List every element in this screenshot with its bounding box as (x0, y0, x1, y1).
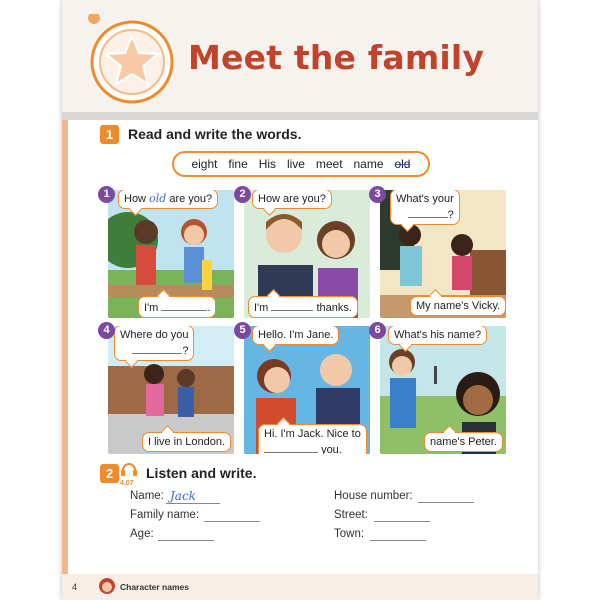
speech-bubble: How are you? (252, 190, 332, 209)
comic-panel-3 (380, 190, 506, 318)
speech-bubble: How old are you? (118, 190, 218, 209)
panel-number: 2 (234, 186, 251, 203)
answer-line-age[interactable] (158, 540, 214, 541)
character-face-icon (98, 577, 116, 595)
word-bank-item: live (286, 157, 305, 171)
word-bank-item: fine (228, 157, 248, 171)
section-number: 2 (100, 464, 119, 483)
footer-label: Character names (120, 582, 189, 592)
field-label-name: Name: (130, 490, 164, 502)
workbook-page (62, 0, 538, 600)
field-label-family-name: Family name: (130, 509, 200, 521)
answer-line-town[interactable] (370, 540, 426, 541)
page-edge-strip (62, 120, 68, 600)
word-bank-item: eight (191, 157, 218, 171)
page-title: Meet the family (188, 38, 485, 77)
star-badge-icon (84, 14, 176, 106)
field-label-age: Age: (130, 528, 154, 540)
word-bank (172, 151, 430, 177)
answer-blank[interactable] (271, 299, 313, 311)
panel-number: 5 (234, 322, 251, 339)
answer-line-street[interactable] (374, 521, 430, 522)
speech-bubble: I'm . (138, 296, 216, 318)
comic-panel-1 (108, 190, 234, 318)
section-title: Listen and write. (146, 465, 257, 481)
comic-panel-4 (108, 326, 234, 454)
audio-track-number: 4.07 (120, 480, 134, 487)
speech-bubble: What's his name? (388, 326, 487, 345)
audio-track[interactable] (120, 462, 138, 486)
speech-bubble: I'm thanks. (248, 296, 358, 318)
comic-panel-6 (380, 326, 506, 454)
speech-bubble: Hi. I'm Jack. Nice to you. (258, 424, 367, 454)
comic-panel-2 (244, 190, 370, 318)
section-number: 1 (100, 125, 119, 144)
panel-number: 3 (369, 186, 386, 203)
answer-blank[interactable] (264, 441, 318, 453)
speech-bubble: Hello. I'm Jane. (252, 326, 339, 345)
speech-bubble: I live in London. (142, 432, 231, 452)
answer-line-house-number[interactable] (418, 502, 474, 503)
answer-line-family-name[interactable] (204, 521, 260, 522)
section-title: Read and write the words. (128, 126, 302, 142)
comic-panel-5 (244, 326, 370, 454)
handwritten-answer: old (149, 192, 167, 205)
panel-number: 1 (98, 186, 115, 203)
word-bank-item: His (258, 157, 277, 171)
header-divider (62, 112, 538, 120)
speech-bubble: What's your ? (390, 190, 460, 225)
panel-number: 4 (98, 322, 115, 339)
word-bank-item-used: old (394, 157, 411, 171)
answer-line-name[interactable] (166, 503, 220, 504)
answer-blank[interactable] (408, 206, 448, 218)
word-bank-item: meet (315, 157, 343, 171)
answer-blank[interactable] (132, 342, 182, 354)
field-label-street: Street: (334, 509, 368, 521)
field-label-house-number: House number: (334, 490, 413, 502)
page-number: 4 (72, 582, 78, 592)
speech-bubble: My name's Vicky. (410, 296, 506, 316)
answer-blank[interactable] (161, 299, 207, 311)
field-label-town: Town: (334, 528, 365, 540)
word-bank-item: name (353, 157, 384, 171)
headphones-icon (120, 462, 138, 476)
speech-bubble: name's Peter. (424, 432, 503, 452)
handwritten-answer: Jack (170, 489, 196, 503)
speech-bubble: Where do you ? (114, 326, 194, 361)
panel-number: 6 (369, 322, 386, 339)
